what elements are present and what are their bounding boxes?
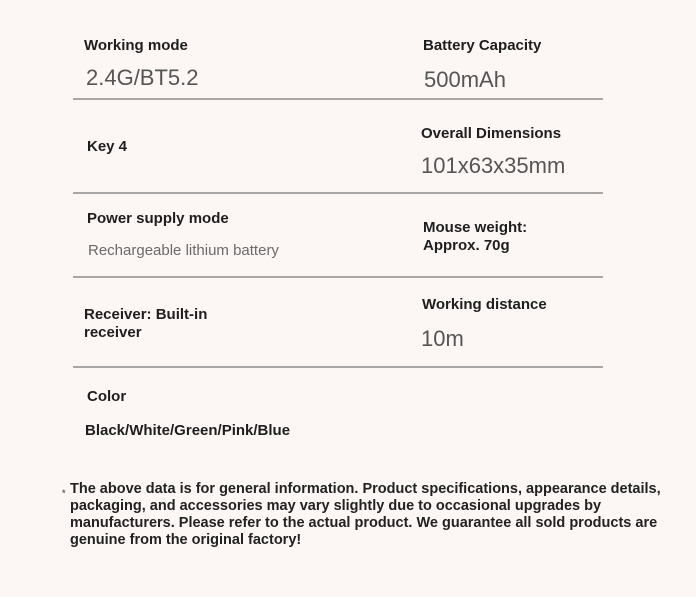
keys-label: Key 4 bbox=[87, 138, 128, 155]
distance-value: 10m bbox=[421, 326, 464, 351]
battery-capacity-label: Battery Capacity bbox=[423, 37, 542, 54]
working-mode-value: 2.4G/BT5.2 bbox=[86, 65, 199, 90]
receiver-label-line2: receiver bbox=[84, 324, 142, 341]
power-supply-label: Power supply mode bbox=[87, 210, 229, 227]
divider bbox=[73, 98, 603, 100]
star-icon: * bbox=[62, 488, 66, 498]
dimensions-value: 101x63x35mm bbox=[421, 153, 566, 178]
color-value: Black/White/Green/Pink/Blue bbox=[85, 422, 291, 439]
divider bbox=[73, 192, 603, 194]
disclaimer-text: The above data is for general information. Product specifications, appearance details, packaging, and accessories may vary slightly due to occasional upgrades by manufacturers. Please refer to the actual product. We guarantee all sold products are genuine from the original factory! bbox=[70, 481, 661, 548]
divider bbox=[73, 366, 603, 368]
distance-label: Working distance bbox=[422, 296, 547, 313]
weight-label-line2: Approx. 70g bbox=[423, 237, 510, 254]
battery-capacity-value: 500mAh bbox=[424, 67, 506, 92]
dimensions-label: Overall Dimensions bbox=[421, 125, 562, 142]
color-label: Color bbox=[87, 388, 127, 405]
receiver-label-line1: Receiver: Built-in bbox=[84, 306, 208, 323]
divider bbox=[73, 276, 603, 278]
working-mode-label: Working mode bbox=[84, 37, 188, 54]
weight-label-line1: Mouse weight: bbox=[423, 219, 528, 236]
power-supply-value: Rechargeable lithium battery bbox=[88, 242, 279, 259]
